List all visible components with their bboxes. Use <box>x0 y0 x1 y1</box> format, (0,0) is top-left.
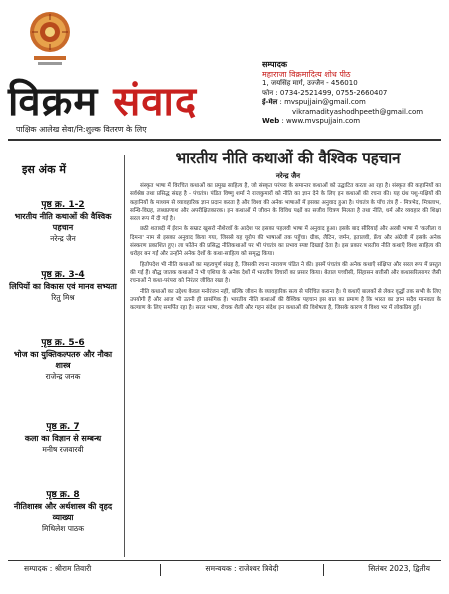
contents-title: कला का विज्ञान से सम्बन्ध <box>24 434 102 443</box>
header-divider <box>8 139 441 141</box>
contents-page: पृष्ठ क्र. 3-4 <box>41 270 85 280</box>
phone: फोन : 0734-2521499, 0755-2660407 <box>262 88 388 97</box>
contents-author: राजेन्द्र जनक <box>45 372 81 381</box>
contents-item[interactable] <box>8 270 118 303</box>
masthead-title <box>8 78 198 125</box>
article-title: भारतीय नीति कथाओं की वैश्विक पहचान <box>175 149 401 167</box>
contents-heading: इस अंक में <box>22 163 66 176</box>
address: 1, जयसिंह मार्ग, उज्जैन - 456010 <box>262 79 358 87</box>
footer-separator <box>160 564 161 576</box>
footer-issue: सितंबर 2023, द्वितीय <box>368 564 430 573</box>
footer-editor: सम्पादक : श्रीराम तिवारी <box>24 564 92 573</box>
article-body <box>130 182 441 557</box>
contents-author: रितु मिश्र <box>51 293 75 302</box>
emblem-logo <box>28 8 72 68</box>
contents-author: मनीष रजवारवी <box>42 445 84 454</box>
masthead-part2: संवाद <box>113 78 198 125</box>
article-paragraph: हितोपदेश भी नीति कथाओं का महत्वपूर्ण संग्रह है, जिसकी रचना नारायण पंडित ने की। इसमें पंचतंत्र की अनेक कथाएँ संक्षिप्त और सरल रूप में प्रस्तुत की गई हैं। बौद्ध जातक कथाओं ने भी एशिया के अनेक देशों में भारतीय विचारों का प्रसार किया। बेताल पच्चीसी, सिंहासन बत्तीसी और कथासरित्सागर जैसी रचनाओं ने कथा-परंपरा को निरंतर जीवित रखा है। <box>130 261 441 285</box>
contents-page: पृष्ठ क्र. 5-6 <box>41 338 85 348</box>
contents-title: नीतिशास्त्र और अर्थशास्त्र की वृहद व्याख्या <box>13 502 113 522</box>
article-paragraph: छठी शताब्दी में ईरान के सम्राट खुसरो नौशेरवाँ के आदेश पर इसका पहलवी भाषा में अनुवाद हुआ। इसके बाद सीरियाई और अरबी भाषा में 'कलीला व दिमना' नाम से इसका अनुवाद किया गया, जिससे यह यूरोप की भाषाओं तक पहुँचा। ग्रीक, लैटिन, जर्मन, इतालवी, फ्रेंच और अंग्रेजी में इसके अनेक संस्करण प्रकाशित हुए। ला फोंतेन की प्रसिद्ध नीतिकथाओं पर भी पंचतंत्र का प्रभाव स्पष्ट दिखाई देता है। इस प्रकार भारतीय नीति कथाएँ विश्व साहित्य की धरोहर बन गईं और उन्होंने अनेक देशों के कथा-साहित्य को समृद्ध किया। <box>130 226 441 258</box>
masthead-part1: विक्रम <box>8 78 99 125</box>
web-label: Web <box>262 117 280 125</box>
website-link[interactable]: : www.mvspujjain.com <box>281 117 361 125</box>
editor-label: सम्पादक <box>262 60 287 69</box>
email-label: ई-मेल <box>262 98 278 106</box>
footer <box>8 564 441 576</box>
email-secondary[interactable]: vikramadityashodhpeeth@gmail.com <box>292 107 424 116</box>
email-primary[interactable]: : mvspujjain@gmail.com <box>279 98 366 106</box>
contents-item[interactable] <box>8 338 118 382</box>
contents-item[interactable] <box>8 490 118 534</box>
editor-contact-block <box>262 60 444 127</box>
contents-title: भारतीय नीति कथाओं की वैश्विक पहचान <box>14 212 112 232</box>
contents-title: भोज का युक्तिकल्पतरु और नौका शास्त्र <box>13 350 113 370</box>
contents-page: पृष्ठ क्र. 7 <box>46 422 80 432</box>
article-paragraph: नीति कथाओं का उद्देश्य केवल मनोरंजन नहीं, बल्कि जीवन के व्यावहारिक सत्य से परिचित कराना है। ये कथाएँ बालकों से लेकर वृद्धों तक सभी के लिए उपयोगी हैं और आज भी उतनी ही प्रासंगिक हैं। भारतीय नीति कथाओं की वैश्विक पहचान इस बात का प्रमाण है कि भारत का ज्ञान सदैव मानवता के कल्याण के लिए समर्पित रहा है। सरल भाषा, रोचक शैली और गहन संदेश इन कथाओं की विशेषता है, जिसके कारण ये विश्व भर में लोकप्रिय हुईं। <box>130 288 441 312</box>
footer-separator <box>323 564 324 576</box>
contents-item[interactable] <box>8 422 118 455</box>
contents-item[interactable] <box>8 200 118 244</box>
contents-title: लिपियों का विकास एवं मानव सभ्यता <box>9 282 117 291</box>
contents-author: मिथिलेश पाठक <box>41 524 85 533</box>
contents-page: पृष्ठ क्र. 1-2 <box>41 200 85 210</box>
contents-author: नरेन्द्र जैन <box>50 234 76 243</box>
contents-page: पृष्ठ क्र. 8 <box>46 490 80 500</box>
article-paragraph: संस्कृत भाषा में विरचित कथाओं का प्रमुख साहित्य है, जो संस्कृत परंपरा के समान्तर कथाओं को उद्घाटित करता आ रहा है। संस्कृत की कहानियों का सर्वश्रेष्ठ तथा प्रसिद्ध संग्रह है - पंचतंत्र। पंडित विष्णु शर्मा ने राजकुमारों को नीति का ज्ञान देने के लिए इन कथाओं की रचना की। यह ग्रंथ पशु-पक्षियों की कहानियों के माध्यम से व्यावहारिक ज्ञान प्रदान करता है और विश्व की अनेक भाषाओं में इसका अनुवाद हुआ है। पंचतंत्र के पाँच तंत्र हैं - मित्रभेद, मित्रलाभ, सन्धि-विग्रह, लब्धप्रणाश और अपरीक्षितकारक। इन कथाओं में जीवन के विविध पक्षों का सजीव चित्रण मिलता है तथा नीति, धर्म और व्यवहार की शिक्षा सरल रूप में दी गई है। <box>130 183 441 223</box>
column-divider <box>124 155 125 557</box>
article-author: नरेन्द्र जैन <box>275 172 301 180</box>
footer-divider <box>8 560 441 561</box>
tagline: पाक्षिक आलेख सेवा/नि:शुल्क वितरण के लिए <box>16 125 147 134</box>
organization-name: महाराजा विक्रमादित्य शोध पीठ <box>262 69 351 79</box>
footer-coordinator: समन्वयक : राजेश्वर त्रिवेदी <box>205 564 279 573</box>
